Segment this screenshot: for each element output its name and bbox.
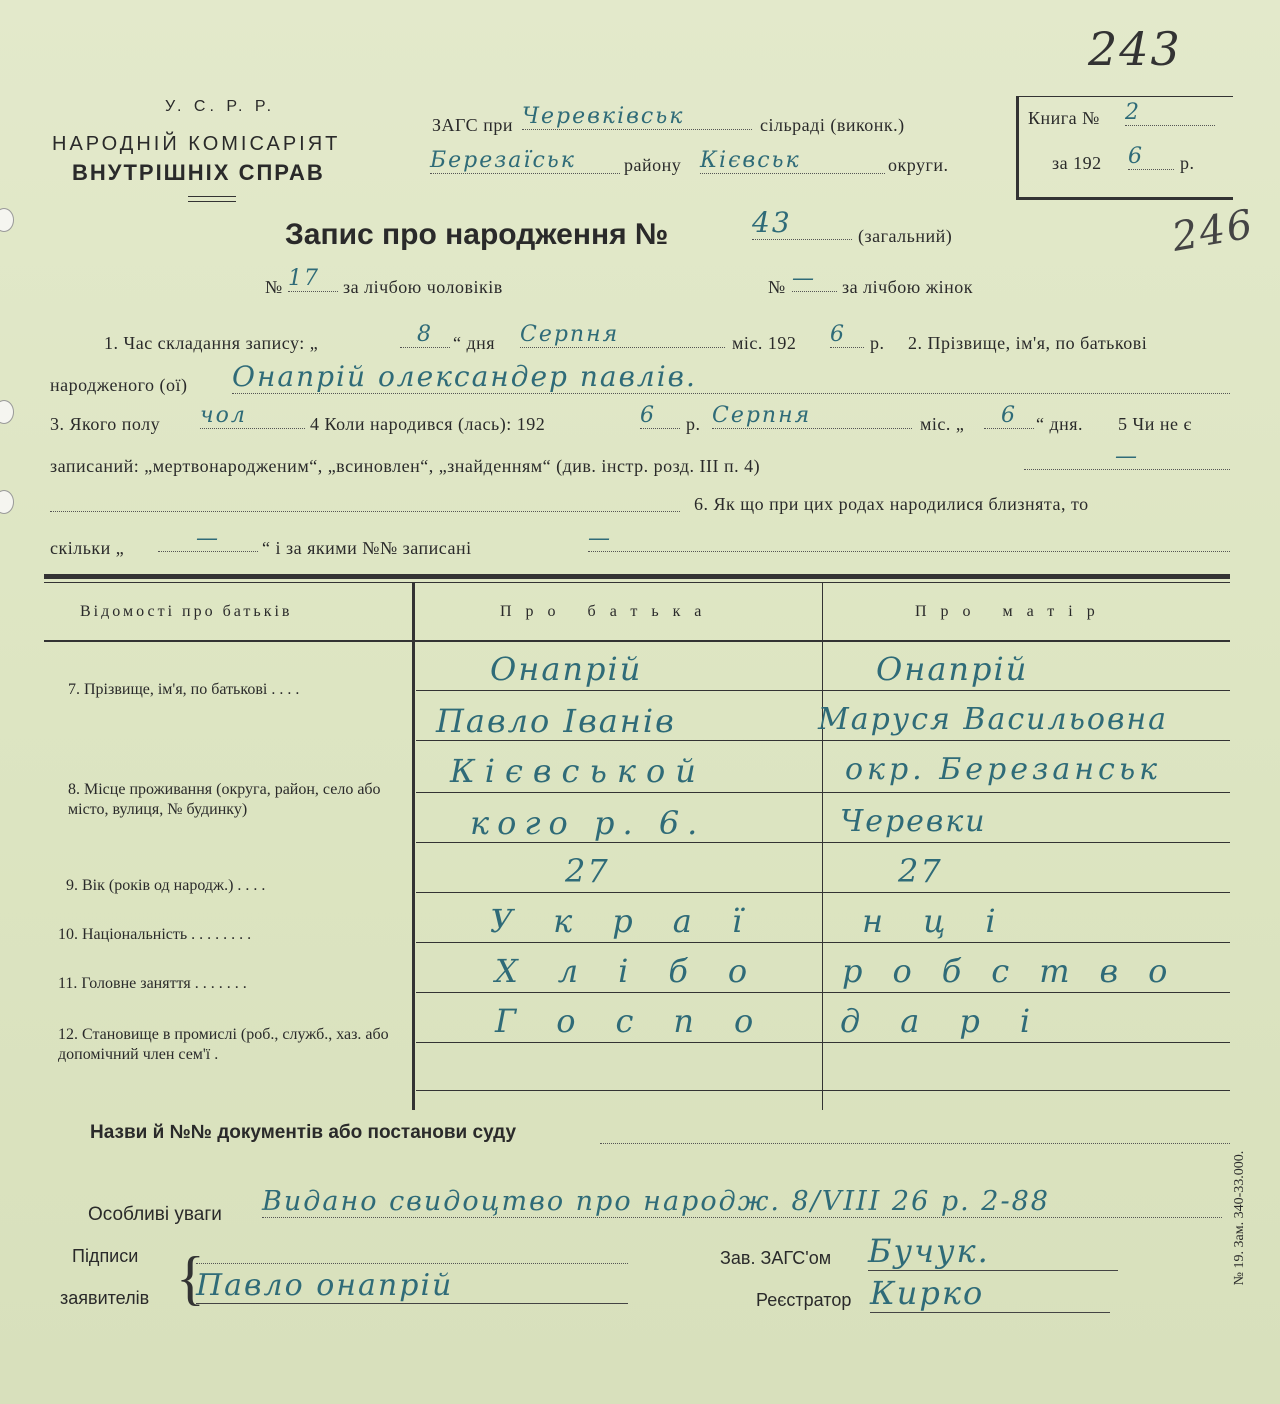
women-prefix: № bbox=[768, 277, 786, 297]
print-order-number: № 19. Зам. 340-33.000. bbox=[1232, 1150, 1247, 1286]
divider bbox=[188, 196, 236, 197]
father-given-names: Павло Іванів bbox=[436, 702, 676, 740]
book-year: 6 bbox=[1128, 144, 1174, 170]
twins-records-value: — bbox=[588, 526, 1230, 552]
row-line bbox=[416, 1090, 1230, 1091]
field1-day-suffix: “ дня bbox=[453, 333, 496, 353]
occupation-part-1: Хлібо bbox=[495, 952, 788, 990]
row-label-age: 9. Вік (років од народж.) . . . . bbox=[66, 877, 266, 894]
table-col-divider bbox=[412, 583, 415, 1110]
father-age: 27 bbox=[565, 852, 610, 890]
head-label: Зав. ЗАГС'ом bbox=[720, 1248, 832, 1268]
record-title-suffix: (загальний) bbox=[858, 226, 953, 246]
row-label-name: 7. Прізвище, ім'я, по батькові . . . . bbox=[68, 681, 300, 698]
col-header-father: Про батька bbox=[500, 603, 716, 620]
notes-value: Видано свидоцтво про народж. 8/VIII 26 р. 2-88 bbox=[262, 1186, 1222, 1218]
mother-residence-2: Черевки bbox=[840, 804, 987, 839]
signatures-label-1: Підписи bbox=[72, 1246, 139, 1266]
punch-hole bbox=[0, 490, 14, 514]
birth-year-value: 6 bbox=[640, 403, 680, 429]
men-count: 17 bbox=[288, 266, 338, 292]
row-label-nationality: 10. Національність . . . . . . . . bbox=[58, 926, 252, 943]
punch-hole bbox=[0, 400, 14, 424]
mother-surname: Онапрій bbox=[876, 650, 1029, 688]
archive-number: 243 bbox=[1088, 22, 1182, 76]
field1-day: 8 bbox=[400, 322, 450, 348]
birth-month-value: Серпня bbox=[712, 403, 912, 429]
book-year-prefix: за 192 bbox=[1052, 153, 1102, 173]
row-line bbox=[416, 792, 1230, 793]
field3-label: 3. Якого полу bbox=[50, 414, 161, 434]
sex-value: чол bbox=[200, 403, 305, 429]
nationality-part-1: Украї bbox=[490, 902, 783, 940]
row-line bbox=[416, 740, 1230, 741]
signatures-brace: { bbox=[176, 1245, 205, 1311]
table-col-divider bbox=[822, 583, 823, 1110]
zags-village-value: Черевківськ bbox=[522, 104, 752, 130]
raion-label: району bbox=[624, 155, 682, 175]
women-count: — bbox=[792, 266, 837, 292]
row-line bbox=[416, 690, 1230, 691]
ussr-label: У. С. Р. Р. bbox=[165, 98, 276, 115]
field5-label-b: записаний: „мертвонародженим“, „всиновлен“, „знайденням“ (див. інстр. розд. III п. 4) bbox=[50, 456, 761, 476]
row-line bbox=[416, 992, 1230, 993]
status-part-2: дарі bbox=[840, 1002, 1071, 1040]
field5-value: — bbox=[1024, 444, 1230, 470]
head-signature: Бучук. bbox=[868, 1232, 1118, 1271]
row-label-occupation: 11. Головне заняття . . . . . . . bbox=[58, 975, 247, 992]
field5-label: 5 Чи не є bbox=[1118, 414, 1192, 434]
field5-continuation-line bbox=[50, 510, 680, 512]
zags-suffix: сільраді (виконк.) bbox=[760, 115, 905, 135]
divider bbox=[188, 201, 236, 202]
field6-label-b: скільки „ bbox=[50, 538, 125, 558]
row-line bbox=[416, 892, 1230, 893]
book-label: Книга № bbox=[1028, 108, 1100, 128]
father-residence-1: Кієвськой bbox=[450, 752, 706, 790]
row-line bbox=[416, 1042, 1230, 1043]
punch-hole bbox=[0, 208, 14, 232]
docs-line bbox=[600, 1142, 1230, 1144]
field2-label: 2. Прізвище, ім'я, по батькові bbox=[908, 333, 1148, 353]
record-title: Запис про народження № bbox=[285, 218, 669, 251]
twins-count-value: — bbox=[158, 526, 258, 552]
field1-year: міс. 192 bbox=[732, 333, 797, 353]
okrug-value: Кієвськ bbox=[700, 148, 885, 174]
notes-label: Особливі уваги bbox=[88, 1204, 222, 1225]
men-prefix: № bbox=[265, 277, 283, 297]
okrug-label: округи. bbox=[888, 155, 949, 175]
women-label: за лічбою жінок bbox=[842, 277, 974, 297]
mother-given-names: Маруся Васильовна bbox=[818, 702, 1169, 737]
men-label: за лічбою чоловіків bbox=[343, 277, 503, 297]
field2-label-b: народженого (ої) bbox=[50, 375, 188, 395]
birth-day-suffix: “ дня. bbox=[1036, 414, 1084, 434]
field1-month: Серпня bbox=[520, 322, 725, 348]
registrar-label: Реєстратор bbox=[756, 1290, 852, 1310]
signatures-label-2: заявителів bbox=[60, 1288, 150, 1308]
table-top-rule bbox=[44, 574, 1230, 579]
occupation-part-2: робство bbox=[842, 952, 1198, 990]
field1-label: 1. Час складання запису: „ bbox=[104, 333, 319, 353]
birth-year-r: р. bbox=[686, 414, 701, 434]
nationality-part-2: нці bbox=[862, 902, 1036, 940]
father-surname: Онапрій bbox=[490, 650, 643, 688]
child-name-value: Онапрій олександер павлів. bbox=[232, 360, 1230, 394]
field1-year-suffix: р. bbox=[870, 333, 885, 353]
signature-line-1 bbox=[196, 1262, 628, 1264]
record-number: 43 bbox=[752, 206, 852, 240]
row-label-residence: 8. Місце проживання (округа, район, село або місто, вулиця, № будинку) bbox=[68, 781, 381, 818]
field4-label: 4 Коли народився (лась): 192 bbox=[310, 414, 546, 434]
father-residence-2: кого р. 6. bbox=[470, 804, 706, 842]
row-line bbox=[416, 942, 1230, 943]
archive-number-alt: 246 bbox=[1168, 201, 1258, 261]
field1-year-value: 6 bbox=[830, 322, 864, 348]
registrar-signature: Кирко bbox=[870, 1274, 1110, 1313]
zags-prefix: ЗАГС при bbox=[432, 115, 513, 135]
ministry-line1: НАРОДНІЙ КОМІСАРІЯТ bbox=[52, 133, 341, 155]
row-line bbox=[416, 842, 1230, 843]
field6-label: 6. Як що при цих родах народилися близнята, то bbox=[694, 494, 1089, 514]
mother-age: 27 bbox=[898, 852, 943, 890]
raion-value: Березаїськ bbox=[430, 148, 620, 174]
mother-residence-1: окр. Березанськ bbox=[845, 752, 1162, 787]
col-header-parents: Відомості про батьків bbox=[80, 603, 293, 620]
book-number: 2 bbox=[1125, 100, 1215, 126]
birth-mis-label: міс. „ bbox=[920, 414, 965, 434]
table-top-rule-thin bbox=[44, 582, 1230, 583]
status-part-1: Госпо bbox=[495, 1002, 794, 1040]
row-label-status: 12. Становище в промислі (роб., служб., хаз. або допомічний член сем'ї . bbox=[58, 1026, 389, 1063]
ministry-line2: ВНУТРІШНІХ СПРАВ bbox=[72, 160, 325, 185]
docs-label: Назви й №№ документів або постанови суду bbox=[90, 1122, 517, 1143]
book-year-suffix: р. bbox=[1180, 153, 1195, 173]
applicant-signature: Павло онапрій bbox=[196, 1268, 628, 1304]
table-header-rule bbox=[44, 640, 1230, 642]
col-header-mother: Про матір bbox=[915, 603, 1109, 620]
birth-day-value: 6 bbox=[984, 403, 1034, 429]
field6-label-c: “ і за якими №№ записані bbox=[262, 538, 472, 558]
